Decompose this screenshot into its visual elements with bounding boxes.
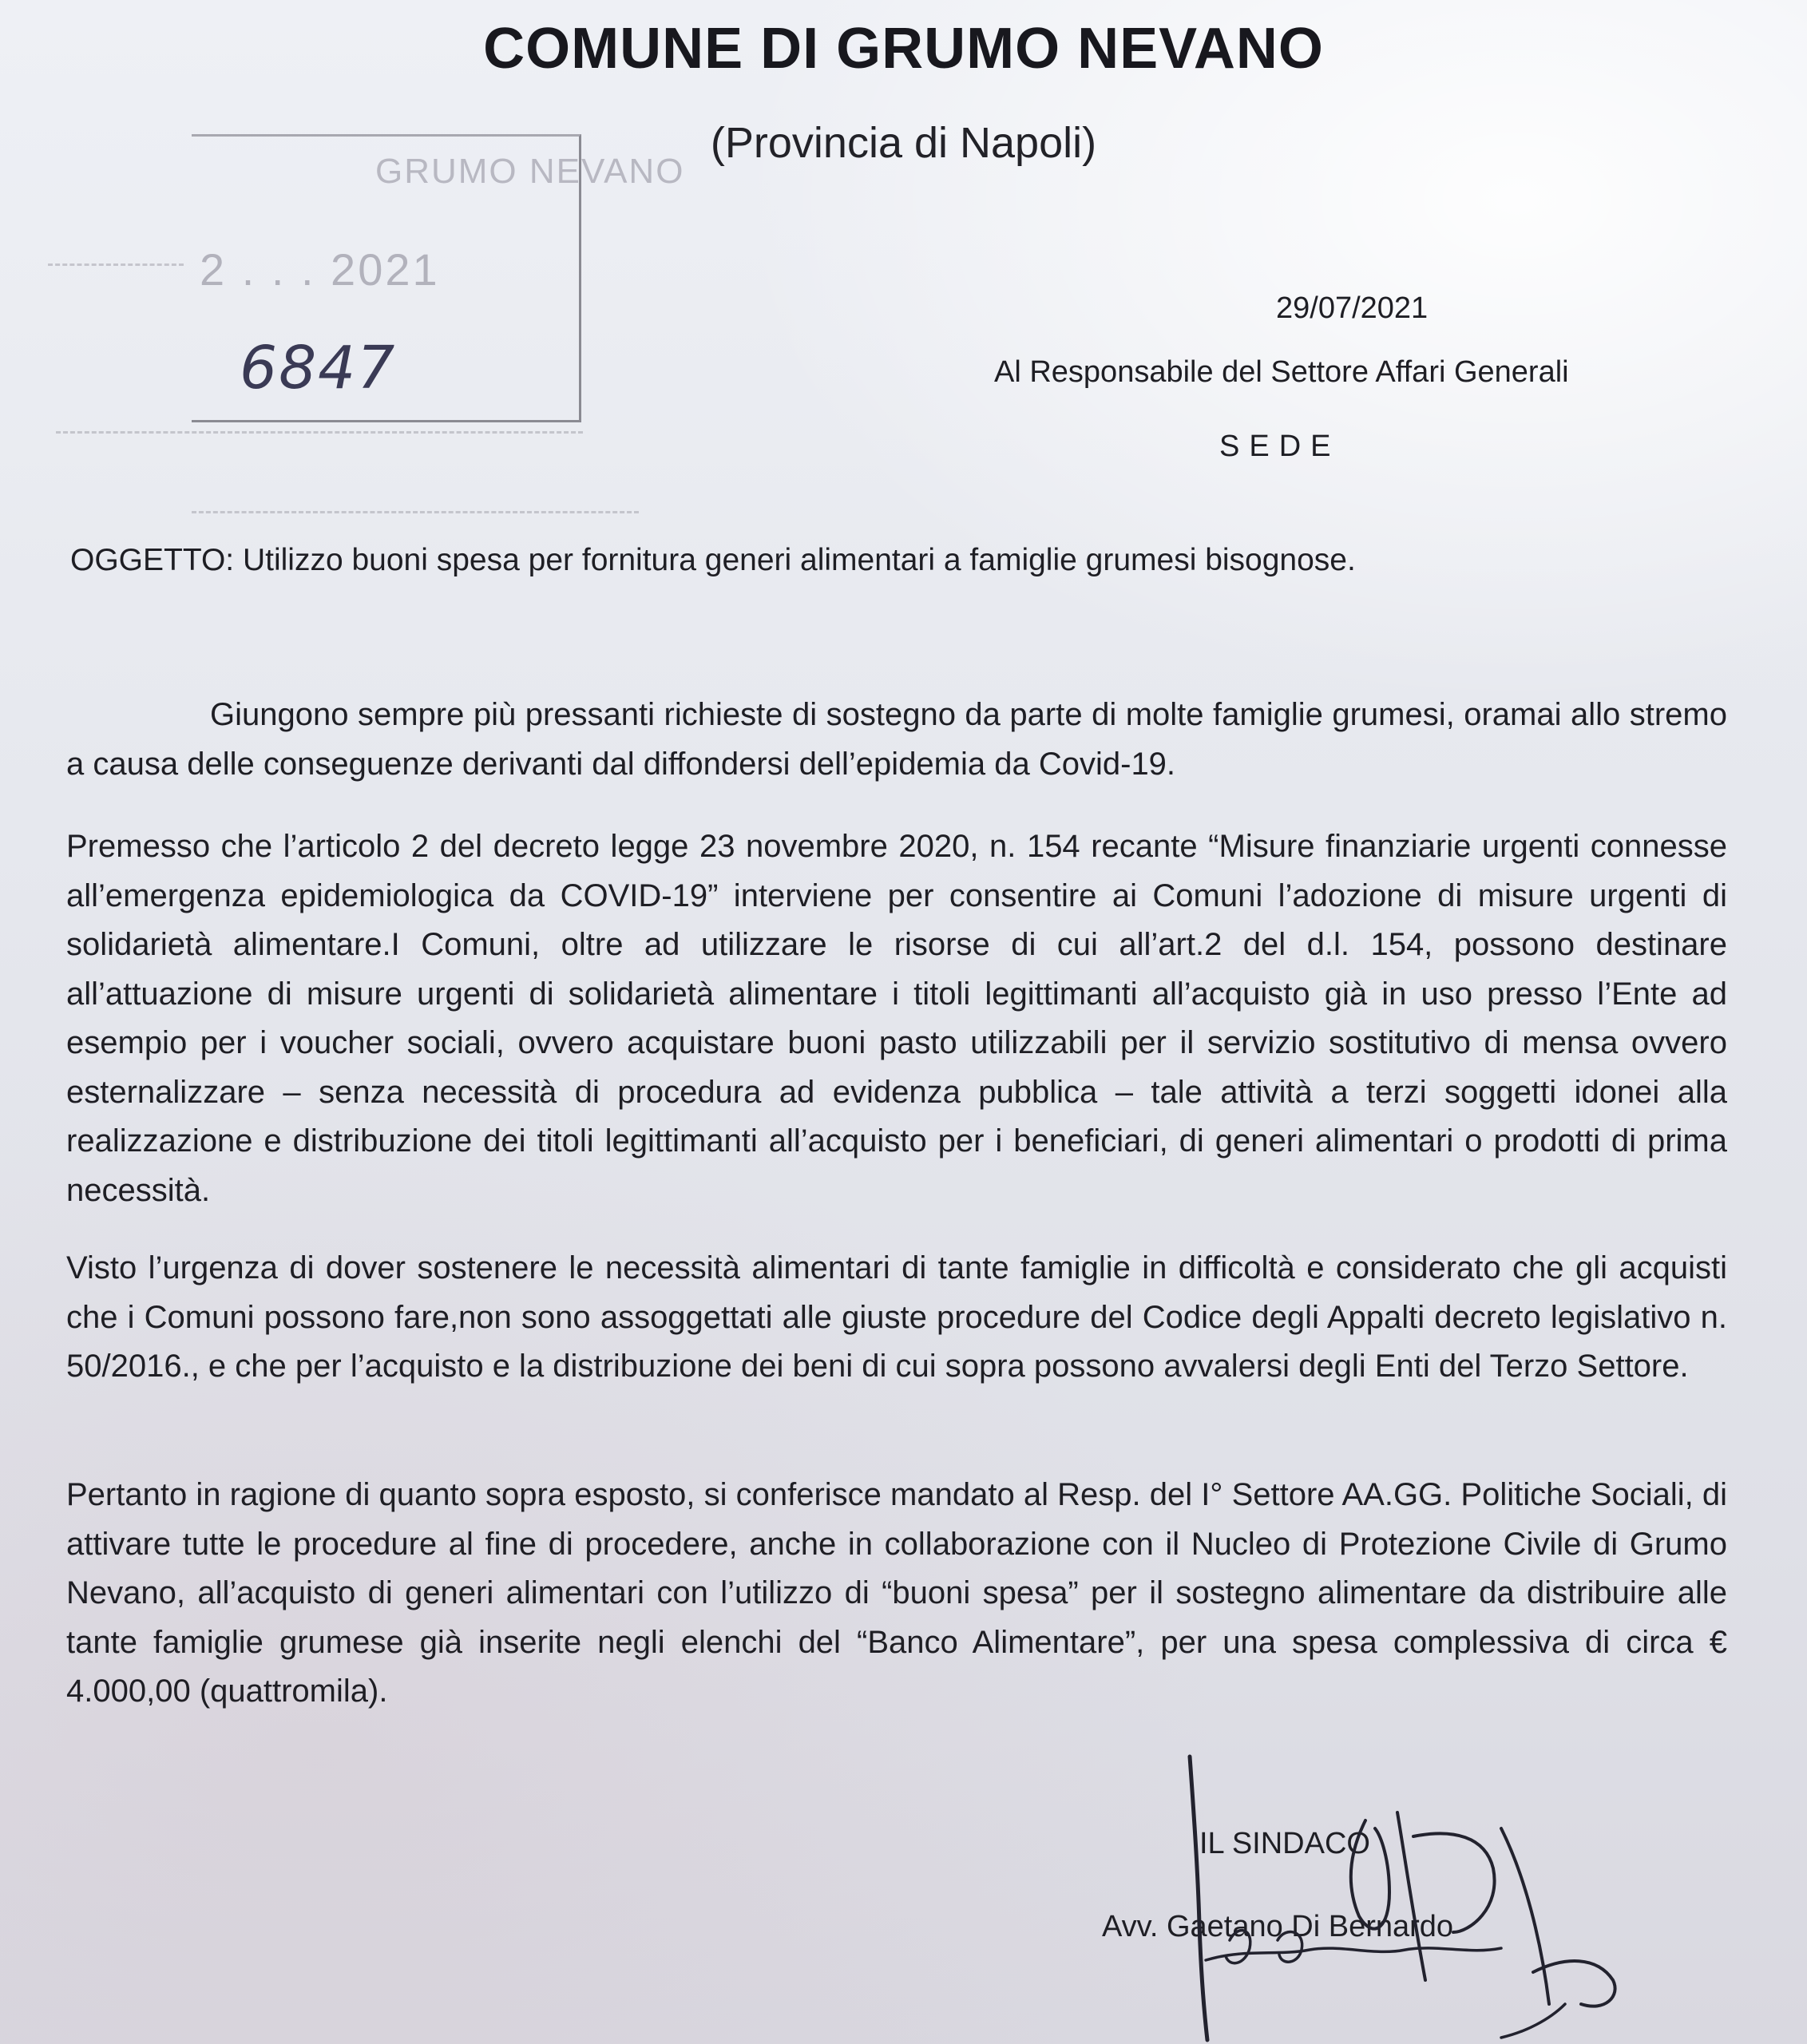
letter-recipient: Al Responsabile del Settore Affari Generali [994,355,1569,389]
stamp-smudge [56,431,583,434]
stamp-municipality-text: GRUMO NEVANO [375,152,685,191]
body-paragraph: Pertanto in ragione di quanto sopra esposto, si conferisce mandato al Resp. del I° Settore AA.GG. Politiche Sociali, di attivare tutte le procedure al fine di procedere, anche in collaborazione con il Nucleo di Protezione Civile di Grumo Nevano, all’acquisto di generi alimentari con l’utilizzo di “buoni spesa” per il sostegno alimentare da distribuire alle tante famiglie grumese già inserite negli elenchi del “Banco Alimentare”, per una spesa complessiva di circa € 4.000,00 (quattromila). [66,1477,1727,1709]
letter-date: 29/07/2021 [1276,291,1429,325]
protocol-number: 6847 [240,334,397,402]
handwritten-signature [1150,1741,1661,2044]
document-subtitle: (Provincia di Napoli) [710,119,1097,167]
stamp-smudge [192,511,639,513]
letter-location: SEDE [1219,430,1341,463]
body-paragraph: Premesso che l’articolo 2 del decreto legge 23 novembre 2020, n. 154 recante “Misure finanziarie urgenti connesse all’emergenza epidemiologica da COVID-19” interviene per consentire ai Comuni l’adozione di misure urgenti di solidarietà alimentare.I Comuni, oltre ad utilizzare le risorse di cui all’art.2 del d.l. 154, possono destinare all’attuazione di misure urgenti di solidarietà alimentare i titoli legittimanti all’acquisto già in uso presso l’Ente ad esempio per i voucher sociali, ovvero acquistare buoni pasto utilizzabili per il servizio sostitutivo di mensa ovvero esternalizzare – senza necessità di procedura ad evidenza pubblica – tale attività a terzi soggetti idonei alla realizzazione e distribuzione dei titoli legittimanti all’acquisto per i beneficiari, di generi alimentari o prodotti di prima necessità. [66,829,1727,1208]
body-paragraph: Visto l’urgenza di dover sostenere le necessità alimentari di tante famiglie in difficoltà e considerato che gli acquisti che i Comuni possono fare,non sono assoggettati alle giuste procedure del Codice degli Appalti decreto legislativo n. 50/2016., e che per l’acquisto e la distribuzione dei beni di cui sopra possono avvalersi degli Enti del Terzo Settore. [66,1250,1727,1384]
letter-subject: OGGETTO: Utilizzo buoni spesa per fornitura generi alimentari a famiglie grumesi bisognose. [70,543,1356,577]
signer-name: Avv. Gaetano Di Bernardo [1102,1910,1454,1943]
document-title: COMUNE DI GRUMO NEVANO [483,17,1324,81]
stamp-smudge [48,263,184,266]
signer-title: IL SINDACO [1199,1827,1370,1860]
body-paragraph: Giungono sempre più pressanti richieste di sostegno da parte di molte famiglie grumesi, oramai allo stremo a causa delle conseguenze derivanti dal diffondersi dell’epidemia da Covid-19. [66,697,1727,782]
stamp-date-text: 2 . . . 2021 [200,244,440,295]
